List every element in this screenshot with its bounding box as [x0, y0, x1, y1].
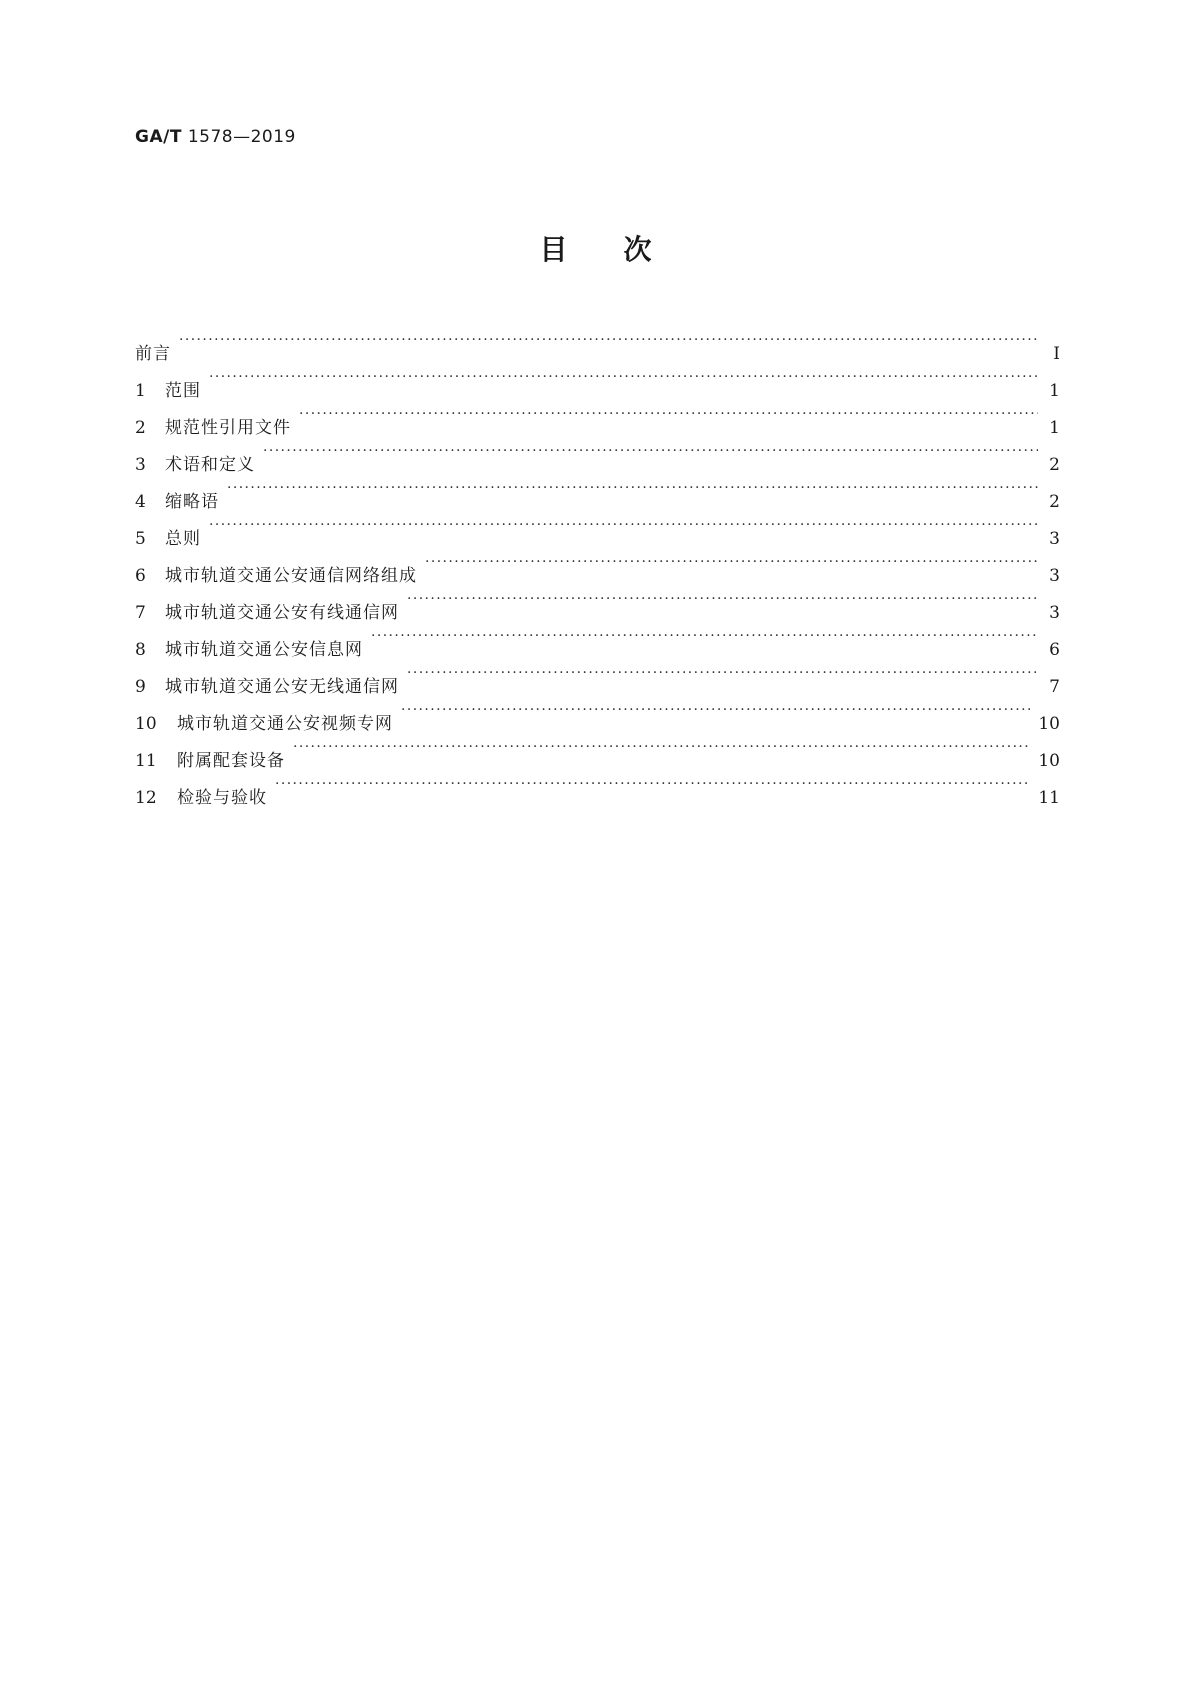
toc-entry-label: 附属配套设备: [177, 751, 285, 771]
toc-entry-5[interactable]: [135, 507, 1060, 549]
toc-entry-page: 6: [1049, 640, 1060, 660]
toc-entry-label: 城市轨道交通公安无线通信网: [165, 677, 399, 697]
toc-entry-3[interactable]: [135, 433, 1060, 475]
toc-entry-label: 范围: [165, 381, 201, 401]
toc-entry-label: 检验与验收: [177, 788, 267, 808]
toc-entry-number: 8: [135, 640, 146, 660]
toc-entry-2[interactable]: [135, 396, 1060, 438]
toc-entry-6[interactable]: [135, 544, 1060, 586]
toc-entry-number: 12: [135, 788, 157, 808]
toc-entry-page: 2: [1049, 455, 1060, 475]
toc-entry-label: 城市轨道交通公安有线通信网: [165, 603, 399, 623]
toc-entry-number: 5: [135, 529, 146, 549]
toc-entry-number: 9: [135, 677, 146, 697]
toc-entry-number: 7: [135, 603, 146, 623]
toc-entry-page: 10: [1038, 714, 1060, 734]
standard-prefix: GA/T: [135, 127, 182, 147]
toc-entry-label: 前言: [135, 344, 171, 364]
toc-entry-label: 总则: [165, 529, 201, 549]
toc-entry-page: 11: [1038, 788, 1060, 808]
toc-leader-dots: [401, 692, 1030, 729]
toc-entry-number: 2: [135, 418, 146, 438]
toc-entry-page: 1: [1049, 381, 1060, 401]
toc-entry-page: 1: [1049, 418, 1060, 438]
toc-leader-dots: [299, 396, 1038, 433]
toc-leader-dots: [227, 470, 1038, 507]
toc-entry-page: 2: [1049, 492, 1060, 512]
toc-leader-dots: [407, 655, 1038, 692]
toc-entry-label: 城市轨道交通公安信息网: [165, 640, 363, 660]
toc-entry-number: 10: [135, 714, 157, 734]
toc-entry-label: 规范性引用文件: [165, 418, 291, 438]
toc-entry-label: 城市轨道交通公安通信网络组成: [165, 566, 417, 586]
toc-leader-dots: [425, 544, 1038, 581]
toc-entry-foreword[interactable]: [135, 322, 1060, 364]
toc-leader-dots: [209, 507, 1038, 544]
toc-entry-number: 11: [135, 751, 157, 771]
toc-title: 目次: [539, 233, 708, 266]
toc-leader-dots: [209, 359, 1038, 396]
toc-entry-page: 10: [1038, 751, 1060, 771]
toc-leader-dots: [371, 618, 1038, 655]
toc-entry-number: 4: [135, 492, 146, 512]
toc-leader-dots: [407, 581, 1038, 618]
toc-entry-number: 6: [135, 566, 146, 586]
toc-entry-page: 3: [1049, 603, 1060, 623]
toc-entry-page: 3: [1049, 566, 1060, 586]
toc-entry-1[interactable]: [135, 359, 1060, 401]
toc-entry-page: 3: [1049, 529, 1060, 549]
toc-entry-number: 3: [135, 455, 146, 475]
toc-leader-dots: [275, 766, 1030, 803]
toc-entry-label: 缩略语: [165, 492, 219, 512]
toc-leader-dots: [179, 322, 1038, 359]
toc-leader-dots: [263, 433, 1038, 470]
toc-entry-page: Ⅰ: [1053, 344, 1060, 364]
table-of-contents: [135, 322, 1060, 808]
toc-entry-page: 7: [1049, 677, 1060, 697]
toc-entry-4[interactable]: [135, 470, 1060, 512]
toc-entry-label: 城市轨道交通公安视频专网: [177, 714, 393, 734]
standard-number: 1578—2019: [187, 127, 296, 147]
standard-code: [135, 127, 296, 147]
toc-leader-dots: [293, 729, 1030, 766]
toc-entry-label: 术语和定义: [165, 455, 255, 475]
toc-entry-number: 1: [135, 381, 146, 401]
